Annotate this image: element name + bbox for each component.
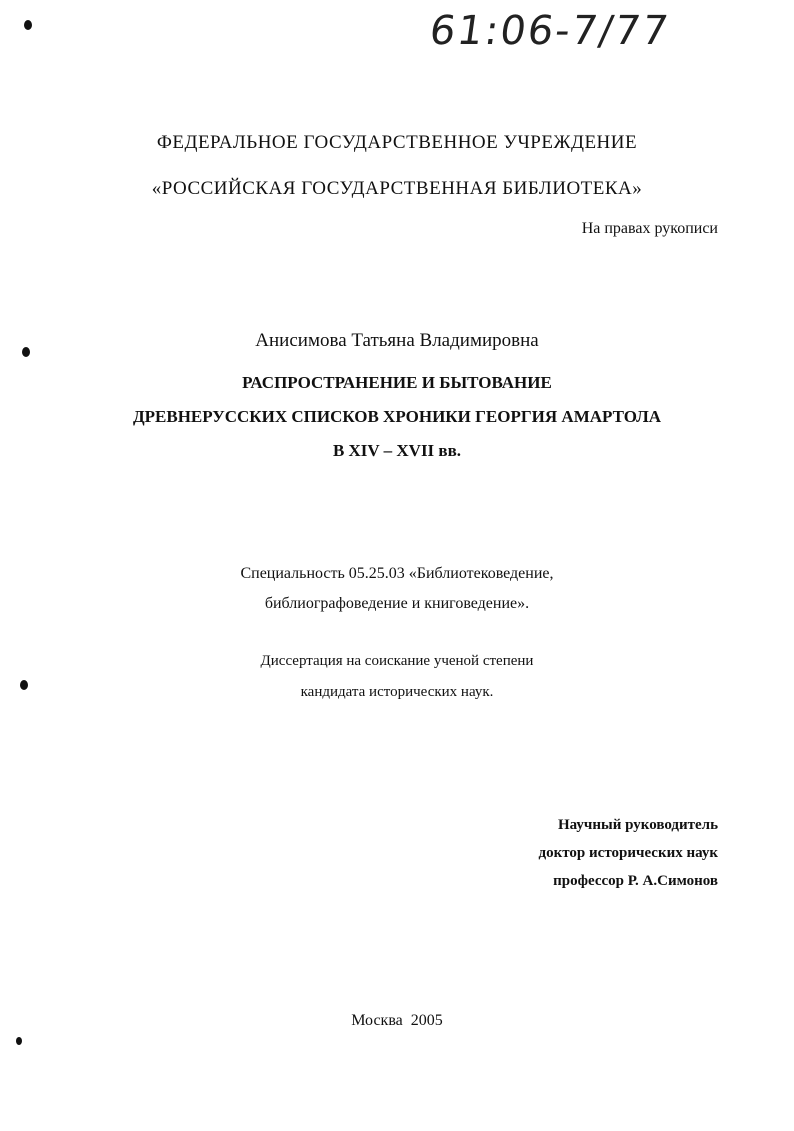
title-line2: ДРЕВНЕРУССКИХ СПИСКОВ ХРОНИКИ ГЕОРГИЯ АМАРТОЛА [132,407,662,426]
degree-line2: кандидата исторических наук. [300,684,494,700]
degree-line1: Диссертация на соискание ученой степени [260,653,534,669]
handwritten-code: 61:06-7/77 [426,8,673,54]
institution-line2: «РОССИЙСКАЯ ГОСУДАРСТВЕННАЯ БИБЛИОТЕКА» [151,178,643,199]
specialty-line2: библиографоведение и книговедение». [264,595,530,612]
supervisor-line3: профессор Р. А.Симонов [553,873,718,889]
specialty-line1: Специальность 05.25.03 «Библиотековедение, [240,565,554,582]
title-line3: В XIV – XVII вв. [332,441,462,460]
title-line1: РАСПРОСТРАНЕНИЕ И БЫТОВАНИЕ [242,373,552,392]
institution-line1: ФЕДЕРАЛЬНОЕ ГОСУДАРСТВЕННОЕ УЧРЕЖДЕНИЕ [156,132,638,153]
punch-hole [24,20,32,30]
supervisor-line1: Научный руководитель [558,817,718,833]
manuscript-note: На правах рукописи [581,220,718,237]
place-year: Москва 2005 [351,1012,443,1029]
supervisor-line2: доктор исторических наук [538,845,718,861]
author-name: Анисимова Татьяна Владимировна [255,330,539,351]
punch-hole [16,1037,22,1045]
